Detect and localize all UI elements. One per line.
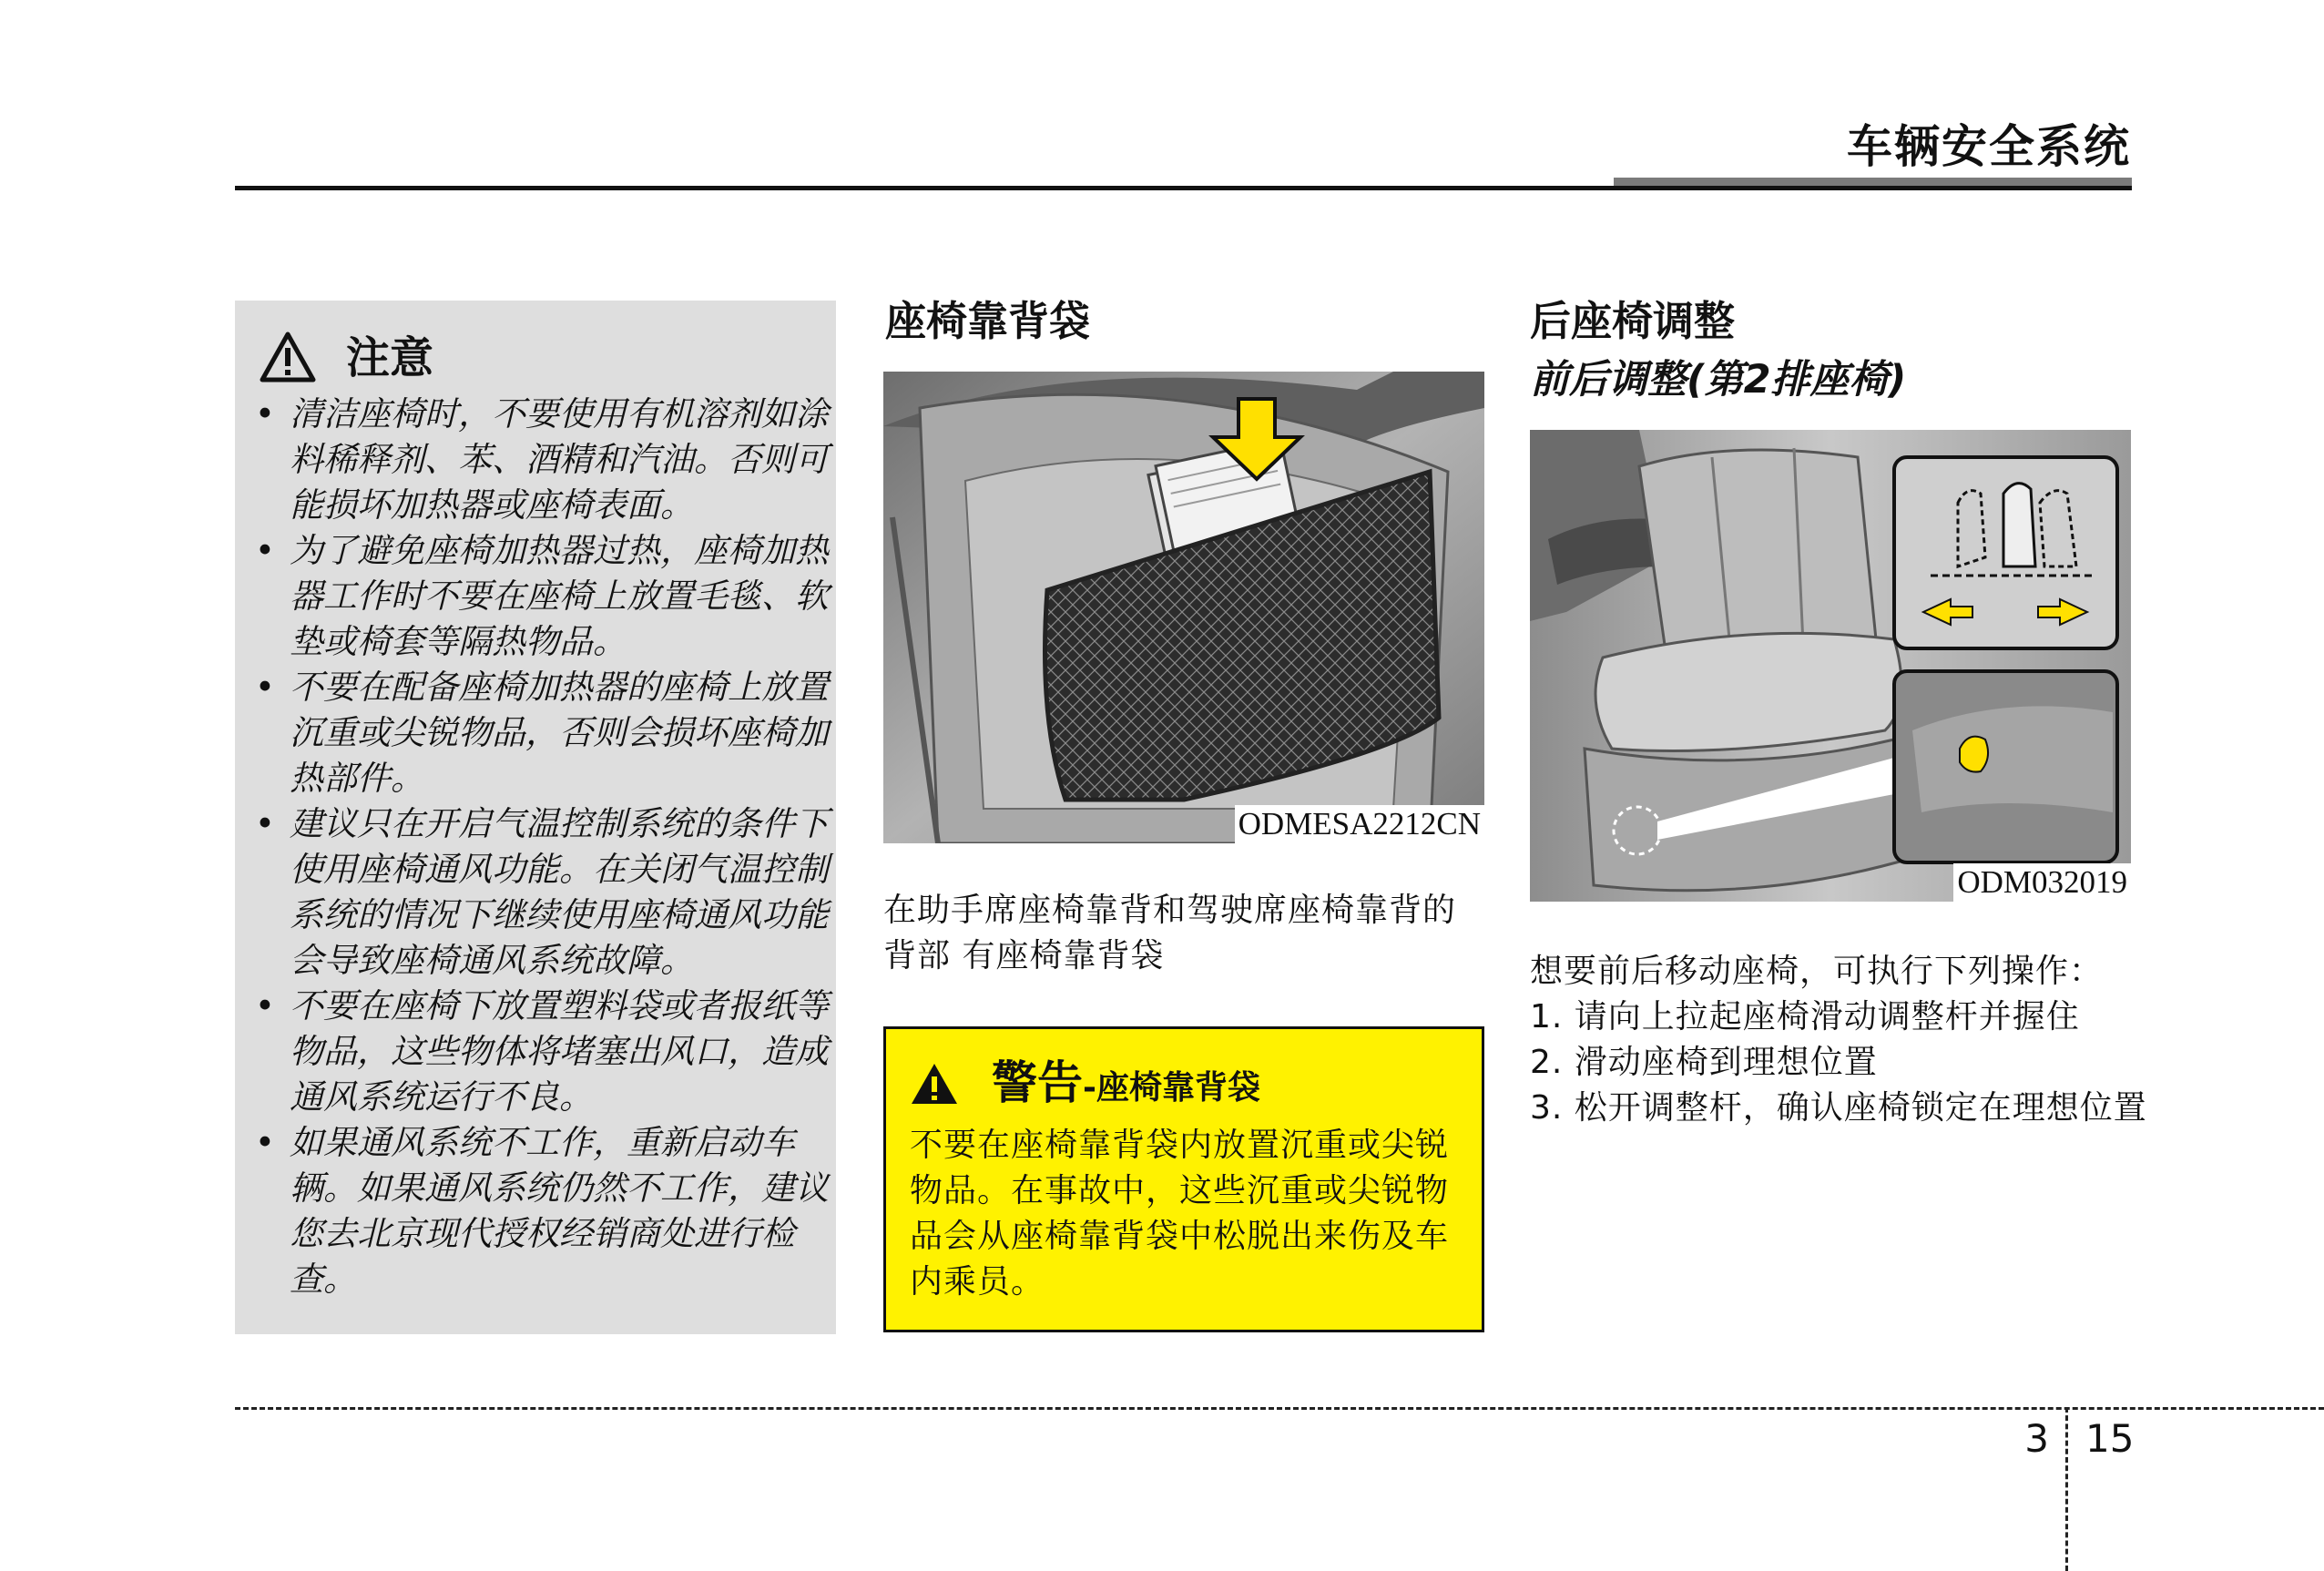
footer-rule [235,1407,2324,1410]
list-item: 2. 滑动座椅到理想位置 [1530,1044,1878,1081]
rear-seat-illustration [1530,430,2131,902]
caution-triangle-icon [260,332,316,383]
chapter-number: 3 [2024,1416,2049,1461]
caution-title: 注意 [346,332,434,383]
rear-seat-subheading: 前后调整(第2排座椅) [1530,357,1907,403]
figure-label: ODMESA2212CN [1235,805,1484,843]
rear-seat-figure [1530,430,2131,902]
list-item: • 不要在配备座椅加热器的座椅上放置沉重或尖锐物品，否则会损坏座椅加热部件。 [255,668,829,798]
list-item: • 清洁座椅时，不要使用有机溶剂如涂料稀释剂、苯、酒精和汽油。否则可能损坏加热器或座椅表面。 [255,394,829,525]
figure-label: ODM032019 [1953,863,2131,902]
caution-item-text: 不要在配备座椅加热器的座椅上放置沉重或尖锐物品，否则会损坏座椅加热部件。 [290,668,829,798]
caution-item-text: 不要在座椅下放置塑料袋或者报纸等物品，这些物体将堵塞出风口，造成通风系统运行不良。 [290,986,829,1117]
footer-divider [2065,1407,2068,1571]
list-item: • 建议只在开启气温控制系统的条件下使用座椅通风功能。在关闭气温控制系统的情况下继续使用座椅通风功能会导致座椅通风系统故障。 [255,804,829,980]
list-item: 3. 松开调整杆，确认座椅锁定在理想位置 [1530,1089,2147,1127]
warning-title-main: 警告 [992,1056,1083,1109]
caution-item-text: 如果通风系统不工作，重新启动车辆。如果通风系统仍然不工作，建议您去北京现代授权经销商处进行检查。 [290,1123,829,1299]
seatback-pocket-figure [883,372,1484,843]
list-item: • 如果通风系统不工作，重新启动车辆。如果通风系统仍然不工作，建议您去北京现代授权经销商处进行检查。 [255,1123,829,1299]
caution-list [255,392,829,1302]
caution-item-text: 为了避免座椅加热器过热，座椅加热器工作时不要在座椅上放置毛毯、软垫或椅套等隔热物品。 [290,531,829,661]
header-rule [235,186,2132,190]
page-number: 15 [2085,1416,2135,1461]
list-item: 1. 请向上拉起座椅滑动调整杆并握住 [1530,998,2080,1035]
warning-title [992,1053,1260,1124]
warning-triangle-icon [910,1062,959,1106]
list-item: • 不要在座椅下放置塑料袋或者报纸等物品，这些物体将堵塞出风口，造成通风系统运行不良。 [255,986,829,1117]
warning-title-sub: -座椅靠背袋 [1083,1069,1260,1107]
seatback-pocket-text: 在助手席座椅靠背和驾驶席座椅靠背的背部 有座椅靠背袋 [883,892,1457,974]
rear-seat-intro: 想要前后移动座椅，可执行下列操作： [1530,953,2104,990]
section-title: 车辆安全系统 [1847,120,2131,173]
seatback-pocket-heading: 座椅靠背袋 [885,297,1091,345]
warning-text: 不要在座椅靠背袋内放置沉重或尖锐物品。在事故中，这些沉重或尖锐物品会从座椅靠背袋中松脱出来伤及车内乘员。 [910,1127,1450,1301]
warning-box [883,1026,1484,1332]
caution-item-text: 清洁座椅时，不要使用有机溶剂如涂料稀释剂、苯、酒精和汽油。否则可能损坏加热器或座椅表面。 [290,394,829,525]
rear-seat-heading: 后座椅调整 [1530,297,1736,345]
caution-item-text: 建议只在开启气温控制系统的条件下使用座椅通风功能。在关闭气温控制系统的情况下继续使用座椅通风功能会导致座椅通风系统故障。 [290,804,829,980]
rear-seat-steps [1530,995,2167,1131]
list-item: • 为了避免座椅加热器过热，座椅加热器工作时不要在座椅上放置毛毯、软垫或椅套等隔热物品。 [255,531,829,661]
seatback-pocket-illustration [883,372,1484,843]
